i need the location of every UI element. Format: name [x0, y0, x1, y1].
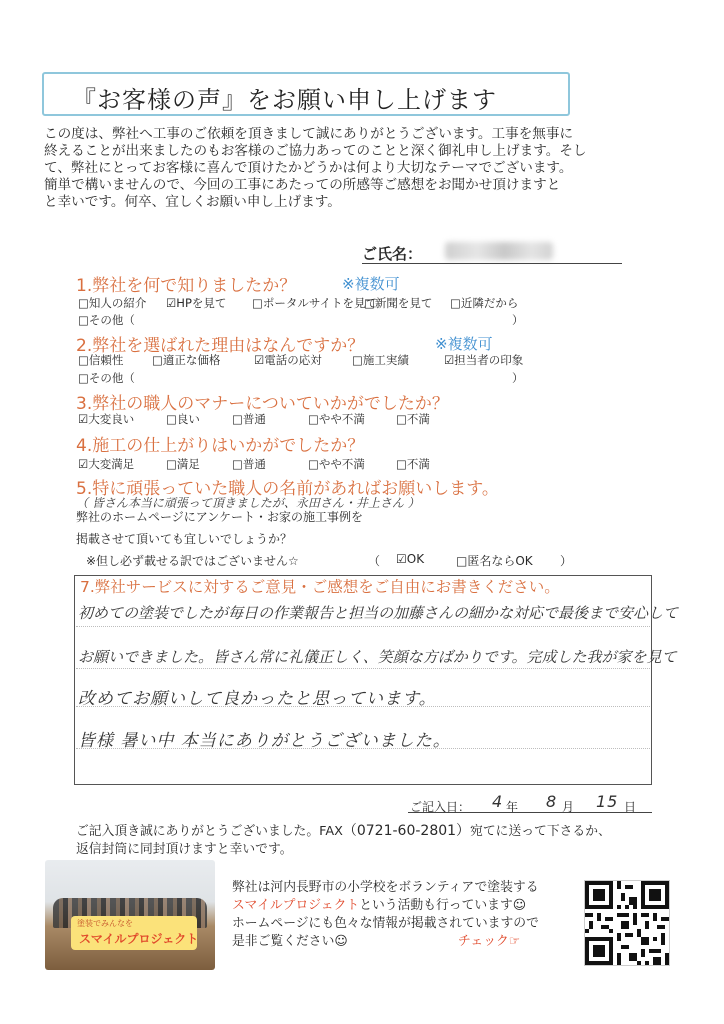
banner-small-text: 塗装でみんなを — [77, 919, 133, 928]
date-month-unit: 月 — [562, 800, 575, 814]
page-title: 『お客様の声』をお願い申し上げます — [72, 86, 497, 114]
q3-option[interactable]: ☑大変良い — [78, 412, 135, 426]
q1-other-close: ） — [512, 313, 524, 327]
q6-option-ok[interactable]: ☑OK — [396, 552, 425, 566]
date-year-unit: 年 — [506, 800, 519, 814]
footer-line4: 是非ご覧ください☺ — [232, 934, 348, 949]
name-underline — [362, 263, 622, 264]
smile-project-photo — [45, 860, 215, 970]
q3-option[interactable]: □普通 — [232, 412, 266, 426]
thanks-text: ご記入頂き誠にありがとうございました。FAX — [76, 824, 343, 839]
date-underline — [408, 812, 652, 813]
q7-handwritten-line: お願いできました。皆さん常に礼儀正しく、笑顔な方ばかりです。完成した我が家を見て — [78, 648, 677, 666]
q2-option[interactable]: □適正な価格 — [152, 353, 221, 367]
redacted-name — [445, 242, 553, 260]
date-month-value[interactable]: 8 — [546, 792, 558, 811]
q7-title: 7.弊社サービスに対するご意見・ご感想をご自由にお書きください。 — [80, 578, 560, 596]
footer-line1: 弊社は河内長野市の小学校をボランティアで塗装する — [232, 880, 539, 895]
footer-line2 — [232, 894, 526, 913]
q3-option[interactable]: □やや不満 — [308, 412, 365, 426]
smile-project-name: スマイルプロジェクト — [232, 898, 360, 913]
q1-title: 1.弊社を何で知りましたか？ — [76, 276, 297, 296]
footer-line3: ホームページにも色々な情報が掲載されていますので — [232, 916, 539, 931]
intro-line: て、弊社にとってお客様に喜んで頂けたかどうかは何より大切なテーマでございます。 — [44, 160, 573, 176]
q4-option[interactable]: □やや不満 — [308, 457, 365, 471]
intro-line: この度は、弊社へ工事のご依頼を頂きまして誠にありがとうございます。工事を無事に — [44, 126, 574, 142]
q1-option[interactable]: □ポータルサイトを見て — [252, 296, 378, 310]
thanks-line2: 返信封筒に同封頂けますと幸いです。 — [76, 842, 293, 857]
q2-other-close: ） — [512, 371, 524, 385]
q7-handwritten-line: 改めてお願いして良かったと思っています。 — [78, 689, 437, 709]
q4-title: 4.施工の仕上がりはいかがでしたか？ — [76, 436, 365, 456]
thanks-line1 — [76, 820, 611, 840]
q4-option[interactable]: □不満 — [396, 457, 430, 471]
ruled-line — [76, 668, 650, 669]
q2-option[interactable]: □施工実績 — [352, 353, 409, 367]
q6-line2: 掲載させて頂いても宜しいでしょうか？ — [76, 532, 293, 546]
intro-line: 簡単で構いませんので、今回の工事にあたっての所感等ご感想をお聞かせ頂けますと — [44, 177, 561, 193]
q6-note: ※但し必ず載せる訳ではございません☆ — [86, 554, 299, 568]
banner-text: スマイルプロジェクト — [79, 932, 199, 946]
q6-open-paren: （ — [368, 554, 381, 568]
q4-option[interactable]: □満足 — [166, 457, 200, 471]
footer-line2-rest: という活動も行っています☺ — [359, 898, 527, 913]
q1-option[interactable]: ☑HPを見て — [166, 296, 227, 310]
q1-option[interactable]: □新聞を見て — [364, 296, 433, 310]
date-day-value[interactable]: 15 — [596, 792, 619, 811]
q2-note: ※複数可 — [435, 335, 493, 353]
q5-title: 5.特に頑張っていた職人の名前があればお願いします。 — [76, 479, 499, 499]
q1-other[interactable]: □その他（ — [78, 313, 135, 327]
q7-handwritten-line: 皆様 暑い中 本当にありがとうございました。 — [78, 731, 451, 751]
ruled-line — [76, 626, 650, 627]
q2-option[interactable]: ☑電話の応対 — [254, 353, 322, 367]
q4-option[interactable]: □普通 — [232, 457, 266, 471]
q1-note: ※複数可 — [342, 275, 400, 293]
date-year-value[interactable]: 4 — [492, 792, 504, 811]
q3-option[interactable]: □不満 — [396, 412, 430, 426]
q2-other[interactable]: □その他（ — [78, 371, 135, 385]
intro-paragraph — [44, 126, 684, 211]
intro-line: と幸いです。何卒、宜しくお願い申し上げます。 — [44, 194, 341, 210]
check-link[interactable]: チェック☞ — [458, 934, 521, 949]
q2-option[interactable]: □信頼性 — [78, 353, 124, 367]
q5-handwritten-answer[interactable]: （ 皆さん本当に頑張って頂きましたが、永田さん・井上さん ） — [76, 496, 420, 510]
q6-close-paren: ） — [560, 554, 573, 568]
q2-title: 2.弊社を選ばれた理由はなんですか？ — [76, 336, 365, 356]
q1-option[interactable]: □知人の紹介 — [78, 296, 147, 310]
q4-option[interactable]: ☑大変満足 — [78, 457, 135, 471]
q1-option[interactable]: □近隣だから — [450, 296, 519, 310]
q6-line1: 弊社のホームページにアンケート・お家の施工事例を — [76, 510, 364, 524]
fax-number: （0721-60-2801） — [342, 823, 471, 839]
q2-option[interactable]: ☑担当者の印象 — [444, 353, 524, 367]
thanks-text-post: 宛てに送って下さるか、 — [470, 824, 611, 839]
name-label: ご氏名： — [362, 245, 423, 263]
q3-option[interactable]: □良い — [166, 412, 200, 426]
q7-handwritten-line: 初めての塗装でしたが毎日の作業報告と担当の加藤さんの細かな対応で最後まで安心して — [78, 604, 679, 622]
q3-title: 3.弊社の職人のマナーについていかがでしたか？ — [76, 394, 449, 414]
intro-line: 終えることが出来ましたのもお客様のご協力あってのことと深く御礼申し上げます。そし — [44, 143, 587, 159]
q6-option-anonymous[interactable]: □匿名ならOK — [456, 554, 533, 568]
date-label: ご記入日： — [410, 800, 471, 814]
date-day-unit: 日 — [624, 800, 637, 814]
qr-code-icon[interactable] — [584, 880, 670, 966]
